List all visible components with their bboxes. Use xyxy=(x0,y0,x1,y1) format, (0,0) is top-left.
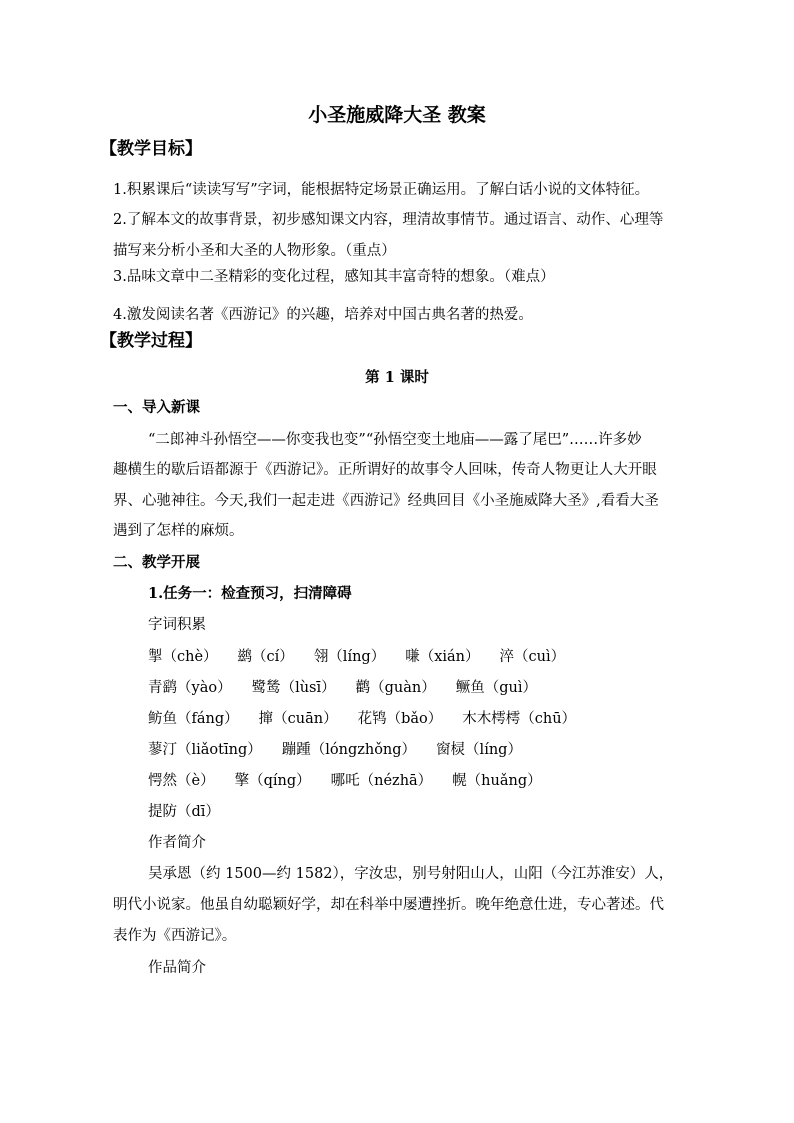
vocab-item: 蓼汀（liǎotīng） xyxy=(148,742,262,758)
goal-line: 2.了解本文的故事背景，初步感知课文内容，理清故事情节。通过语言、动作、心理等 xyxy=(113,212,664,228)
vocab-item: 翎（líng） xyxy=(313,649,386,665)
vocab-item: 幌（huǎng） xyxy=(452,773,542,789)
author-line: 明代小说家。他虽自幼聪颖好学，却在科举中屡遭挫折。晚年绝意仕进，专心著述。代 xyxy=(113,897,664,913)
lesson-label: 第 1 课时 xyxy=(365,369,429,386)
vocab-item: 鹳（guàn） xyxy=(355,680,436,696)
vocab-heading: 字词积累 xyxy=(148,617,206,633)
intro-line: 界、心驰神往。今天,我们一起走进《西游记》经典回目《小圣施威降大圣》,看看大圣 xyxy=(113,493,659,509)
vocab-item: 掣（chè） xyxy=(148,649,218,665)
goal-line: 描写来分析小圣和大圣的人物形象。（重点） xyxy=(113,243,396,259)
goal-line: 4.激发阅读名著《西游记》的兴趣，培养对中国古典名著的热爱。 xyxy=(113,307,533,323)
vocab-row xyxy=(148,771,562,791)
vocab-item: 鹚（cí） xyxy=(237,649,294,665)
vocab-item: 蹦踵（lóngzhǒng） xyxy=(281,742,417,758)
process-heading: 【教学过程】 xyxy=(100,331,202,351)
vocab-item: 撺（cuān） xyxy=(258,711,338,727)
intro-line: 遇到了怎样的麻烦。 xyxy=(113,523,244,539)
page-title: 小圣施威降大圣 教案 xyxy=(308,104,486,126)
goal-line: 3.品味文章中二圣精彩的变化过程，感知其丰富奇特的想象。（难点） xyxy=(113,269,555,285)
vocab-row xyxy=(148,709,596,729)
work-heading: 作品简介 xyxy=(148,960,206,976)
vocab-item: 擎（qíng） xyxy=(234,773,311,789)
vocab-item: 鹭鸶（lùsī） xyxy=(251,680,336,696)
author-heading: 作者简介 xyxy=(148,835,206,851)
vocab-item: 哪吒（nézhā） xyxy=(330,773,433,789)
vocab-item: 鳜鱼（guì） xyxy=(455,680,538,696)
goal-line: 1.积累课后“读读写写”字词，能根据特定场景正确运用。了解白话小说的文体特征。 xyxy=(113,182,650,198)
vocab-item: 提防（dī） xyxy=(148,804,220,820)
author-line: 吴承恩（约 1500—约 1582），字汝忠，别号射阳山人，山阳（今江苏淮安）人， xyxy=(148,866,674,882)
vocab-row xyxy=(148,647,585,667)
part2-heading: 二、教学开展 xyxy=(113,554,200,571)
vocab-row xyxy=(148,678,557,698)
intro-line: “二郎神斗孙悟空——你变我也变”“孙悟空变土地庙——露了尾巴”……许多妙 xyxy=(148,432,642,448)
author-line: 表作为《西游记》。 xyxy=(113,928,237,944)
vocab-item: 花鸨（bǎo） xyxy=(357,711,443,727)
vocab-item: 淬（cuì） xyxy=(499,649,566,665)
part1-heading: 一、导入新课 xyxy=(113,399,200,416)
vocab-item: 嗛（xián） xyxy=(405,649,480,665)
task1-heading: 1.任务一：检查预习，扫清障碍 xyxy=(148,585,352,602)
vocab-item: 鲂鱼（fáng） xyxy=(148,711,239,727)
vocab-row xyxy=(148,802,240,822)
goals-heading: 【教学目标】 xyxy=(100,139,202,159)
vocab-item: 青鹞（yào） xyxy=(148,680,232,696)
vocab-item: 愕然（è） xyxy=(148,773,215,789)
vocab-row xyxy=(148,740,542,760)
vocab-item: 木木樗樗（chū） xyxy=(462,711,577,727)
intro-line: 趣横生的歇后语都源于《西游记》。正所谓好的故事令人回味，传奇人物更让人大开眼 xyxy=(113,462,657,478)
vocab-item: 窗棂（líng） xyxy=(436,742,522,758)
